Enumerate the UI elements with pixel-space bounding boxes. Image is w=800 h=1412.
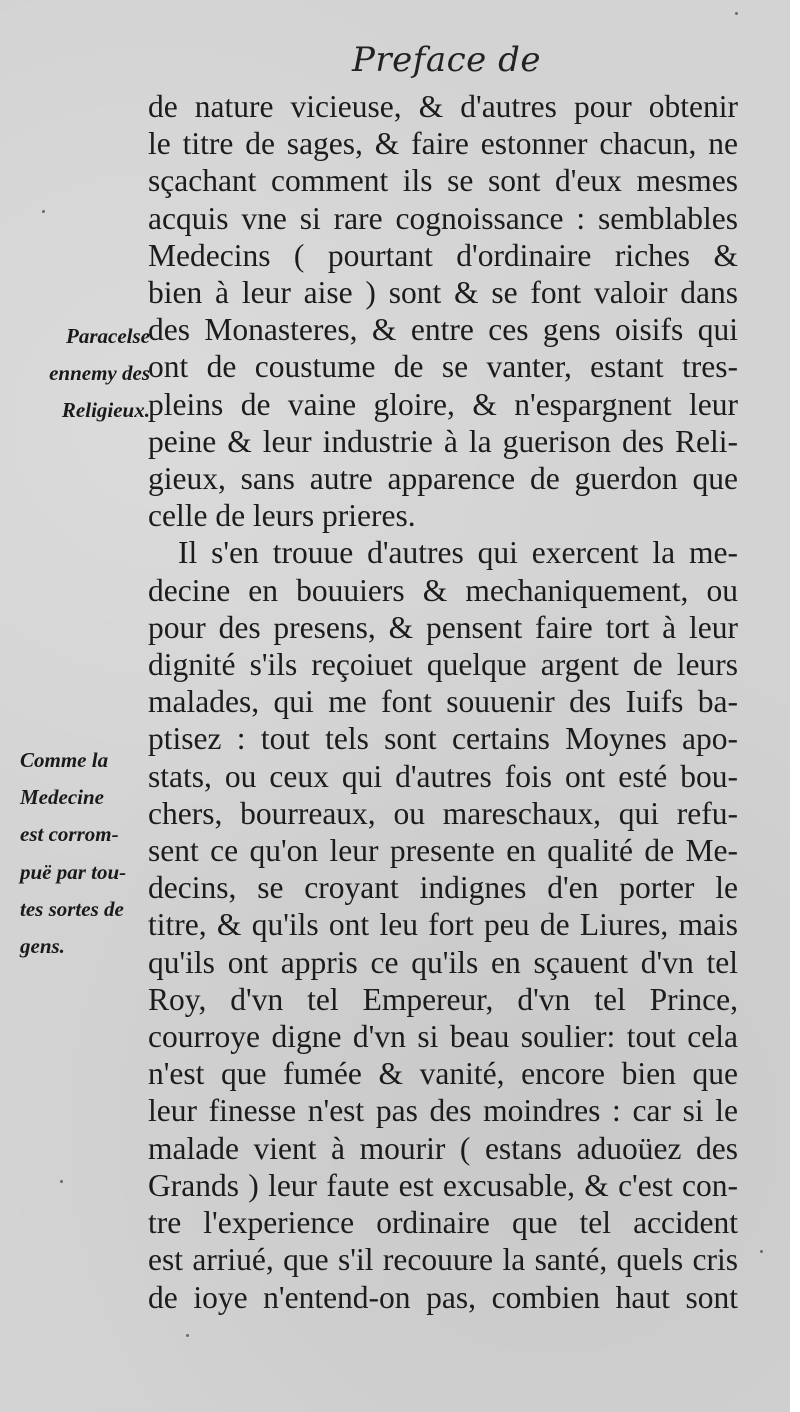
text-line: malade vient à mourir ( estans aduoüez des [148,1130,738,1166]
text-line: sent ce qu'on leur presente en qualité de Me- [148,833,738,869]
marginal-note-medecine [20,742,160,965]
text-line: qu'ils ont appris ce qu'ils en sçauent d'vn tel [148,944,738,980]
paper-speck [60,1180,63,1183]
paper-speck [186,1334,189,1337]
text-line: malades, qui me font souuenir des Iuifs ba- [148,684,738,720]
text-line: Roy, d'vn tel Empereur, d'vn tel Prince, [148,981,738,1017]
marginal-line: puë par tou- [20,859,127,884]
text-line: le titre de sages, & faire estonner chacun, ne [148,126,738,162]
paper-speck [735,12,738,15]
body-text [148,88,738,1316]
text-line: Grands ) leur faute est excusable, & c'est con- [148,1167,738,1203]
text-line: est arriué, que s'il recouure la santé, quels cris [148,1242,738,1278]
text-line: Medecins ( pourtant d'ordinaire riches & [148,237,738,273]
text-line: pour des presens, & pensent faire tort à leur [148,609,738,645]
text-line: courroye digne d'vn si beau soulier: tout cela [148,1019,738,1055]
paper-speck [760,1250,763,1253]
text-line: celle de leurs prieres. [148,498,416,534]
marginal-line: tes sortes de [20,896,124,921]
page-edge [790,0,800,1412]
text-line: decins, se croyant indignes d'en porter le [148,870,738,906]
text-line: decine en bouuiers & mechaniquement, ou [148,572,738,608]
text-line: Il s'en trouue d'autres qui exercent la me- [178,535,738,571]
text-line: chers, bourreaux, ou mareschaux, qui refu- [148,795,738,831]
text-line: des Monasteres, & entre ces gens oisifs qui [148,312,738,348]
text-line: sçachant comment ils se sont d'eux mesmes [148,163,738,199]
marginal-line: Religieux. [61,398,150,423]
text-line: peine & leur industrie à la guerison des Reli- [148,423,738,459]
text-line: ptisez : tout tels sont certains Moynes apo- [148,721,738,757]
marginal-line: Medecine [20,785,104,810]
text-line: dignité s'ils reçoiuet quelque argent de leurs [148,647,738,683]
text-line: acquis vne si rare cognoissance : semblables [148,200,738,236]
text-line: gieux, sans autre apparence de guerdon que [148,461,738,497]
marginal-line: est corrom- [20,822,119,847]
marginal-line: Paracelse [66,324,150,348]
text-line: titre, & qu'ils ont leu fort peu de Liures, mais [148,907,738,943]
text-line: stats, ou ceux qui d'autres fois ont esté bou- [148,758,738,794]
marginal-line: gens. [20,934,65,959]
text-line: de ioye n'entend-on pas, combien haut sont [148,1279,738,1315]
running-head: Preface de [352,40,541,80]
text-line: n'est que fumée & vanité, encore bien que [148,1056,738,1092]
text-line: pleins de vaine gloire, & n'espargnent leur [148,386,738,422]
text-line: de nature vicieuse, & d'autres pour obtenir [148,89,738,124]
marginal-line: ennemy des [49,361,150,386]
text-line: ont de coustume de se vanter, estant tres- [148,349,738,385]
paper-speck [42,210,45,213]
marginal-note-paracelse [10,318,150,430]
text-line: bien à leur aise ) sont & se font valoir dans [148,275,738,311]
marginal-line: Comme la [20,748,109,772]
text-line: tre l'experience ordinaire que tel accident [148,1205,738,1241]
text-line: leur finesse n'est pas des moindres : car si le [148,1093,738,1129]
